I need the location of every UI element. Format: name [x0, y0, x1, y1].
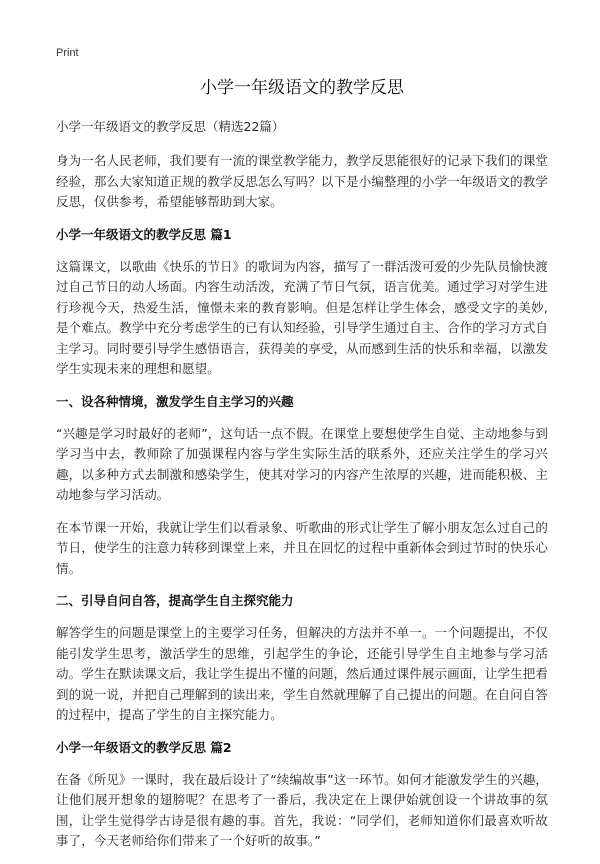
- section-heading-inquiry: 二、引导自问自答，提高学生自主探究能力: [56, 593, 294, 608]
- intro-paragraph: 身为一名人民老师，我们要有一流的课堂教学能力，教学反思能很好的记录下我们的课堂经验，那么大家知道正规的教学反思怎么写吗？以下是小编整理的小学一年级语文的教学反思，仅供参考，希望能够帮助到大家。: [56, 153, 548, 209]
- paragraph: “兴趣是学习时最好的老师”，这句话一点不假。在课堂上要想使学生自觉、主动地参与到学习当中去，教师除了加强课程内容与学生实际生活的联系外，还应关注学生的学习兴趣，以多种方式去制激和感染学生，使其对学习的内容产生浓厚的兴趣，进而能积极、主动地参与学习活动。: [56, 425, 548, 502]
- print-link[interactable]: Print: [56, 47, 79, 59]
- section-heading-article-2: 小学一年级语文的教学反思 篇2: [56, 739, 232, 755]
- section-heading-article-1: 小学一年级语文的教学反思 篇1: [56, 226, 232, 242]
- paragraph: 这篇课文，以歌曲《快乐的节日》的歌词为内容，描写了一群活泼可爱的少先队员愉快渡过自己节日的动人场面。内容生动活泼，充满了节日气氛，语言优美。通过学习对学生进行珍视今天，热爱生活，憧憬未来的教育影响。但是怎样让学生体会，感受文字的美妙,是个难点。教学中充分考虑学生的已有认知经验，引导学生通过自主、合作的学习方式自主学习。同时要引导学生感悟语言，获得美的享受，从而感到生活的快乐和幸福，以激发学生实现未来的理想和愿望。: [56, 258, 548, 376]
- section-heading-interest: 一、设各种情境，激发学生自主学习的兴趣: [56, 393, 294, 409]
- paragraph: 解答学生的问题是课堂上的主要学习任务，但解决的方法并不单一。一个问题提出，不仅能引发学生思考，激活学生的思维，引起学生的争论，还能引导学生自主地参与学习活动。学生在默读课文后，我让学生提出不懂的问题，然后通过课件展示画面，让学生把看到的说一说，并把自己理解到的读出来，学生自然就理解了自己提出的问题。在自问自答的过程中，提高了学生的自主探究能力。: [56, 625, 548, 722]
- paragraph: 在本节课一开始，我就让学生们以看录象、听歌曲的形式让学生了解小朋友怎么过自己的节日，使学生的注意力转移到课堂上来，并且在回忆的过程中重新体会到过节时的快乐心情。: [56, 519, 548, 576]
- document-body: [56, 76, 548, 864]
- page-title: 小学一年级语文的教学反思: [200, 78, 404, 98]
- document-subtitle: 小学一年级语文的教学反思（精选22篇）: [56, 119, 285, 134]
- paragraph: 在备《所见》一课时，我在最后设计了“续编故事”这一环节。如何才能激发学生的兴趣，让他们展开想象的翅膀呢？在思考了一番后，我决定在上课伊始就创设一个讲故事的氛围，让学生觉得学古诗是很有趣的事。首先，我说：“同学们，老师知道你们最喜欢听故事了，今天老师给你们带来了一个好听的故事。”: [56, 771, 548, 848]
